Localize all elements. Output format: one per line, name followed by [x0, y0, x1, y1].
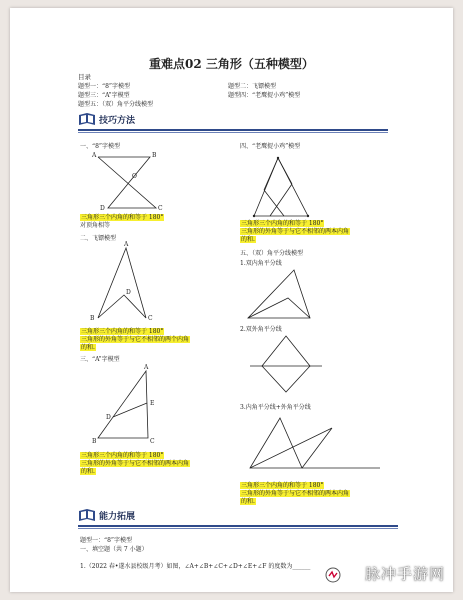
svg-text:D: D [100, 205, 105, 212]
svg-text:D: D [106, 414, 111, 421]
document-page [10, 8, 453, 592]
model-3-highlight-1: 三角形三个内角的和等于 180° [81, 452, 164, 459]
extension-type-1: 题型一：“8”字模型 [80, 537, 132, 544]
toc-item-2[interactable]: 题型二：飞镖模型 [228, 83, 277, 90]
model-2-highlight-2: 三角形的外角等于与它不相邻的两个内角 [81, 336, 190, 343]
model-5-title: 五、（双）角平分线模型 [240, 250, 304, 257]
book-icon [78, 112, 96, 126]
watermark-text: 脉冲手游网 [364, 565, 445, 583]
model-5-sub-2: 2.双外角平分线 [240, 326, 282, 333]
toc-item-1[interactable]: 题型一：“8”字模型 [78, 83, 130, 90]
model-1-highlight: 三角形三个内角的和等于 180° [81, 214, 164, 221]
svg-text:E: E [150, 400, 155, 407]
section-rule [78, 129, 388, 131]
model-4-highlight-3: 的和. [241, 236, 255, 243]
model-1-note: 对顶角相等 [80, 222, 111, 229]
model-5-highlight-1: 三角形三个内角的和等于 180° [241, 482, 324, 489]
section-rule-thin [78, 528, 398, 529]
model-1-title: 一、“8”字模型 [80, 143, 120, 150]
section-header-extension [78, 508, 135, 522]
toc-item-3[interactable]: 题型三：“A”字模型 [78, 92, 130, 99]
svg-text:B: B [152, 152, 157, 159]
model-5-highlight-2: 三角形的外角等于与它不相邻的两本内角 [241, 490, 350, 497]
section-header-skills [78, 112, 135, 126]
toc-item-4[interactable]: 题型四：“老鹰捉小鸡”模型 [228, 92, 301, 99]
figure-double-outer-bisector [240, 330, 350, 398]
model-4-title: 四、“老鹰捉小鸡”模型 [240, 143, 301, 150]
model-2-title: 二、飞镖模型 [80, 235, 117, 242]
section-title-extension: 能力拓展 [99, 511, 136, 522]
svg-text:D: D [126, 289, 131, 296]
question-1: 1.（2022 春•遂水县校级月考）如图，∠A+∠B+∠C+∠D+∠E+∠F 的度数为______ [80, 563, 311, 570]
model-5-sub-1: 1.双内角平分线 [240, 260, 282, 267]
svg-text:A: A [144, 364, 149, 371]
figure-8-model [80, 148, 200, 218]
section-rule-thin [78, 132, 388, 133]
svg-text:B: B [92, 438, 97, 445]
svg-text:A: A [124, 241, 129, 248]
svg-text:B: B [90, 315, 95, 322]
figure-double-inner-bisector [240, 264, 350, 324]
model-2-highlight-1: 三角形三个内角的和等于 180° [81, 328, 164, 335]
figure-dart-model [80, 240, 200, 330]
figure-a-model [80, 363, 200, 448]
section-rule [78, 525, 398, 527]
extension-blank-heading: 一、填空题（共 7 小题） [80, 546, 148, 553]
svg-text:A: A [92, 152, 97, 159]
svg-text:C: C [158, 205, 163, 212]
svg-text:C: C [148, 315, 153, 322]
model-2-highlight-3: 的和. [81, 344, 95, 351]
toc-item-5[interactable]: 题型五：（双）角平分线模型 [78, 101, 154, 108]
figure-eagle-model [240, 148, 360, 223]
section-title-skills: 技巧方法 [99, 115, 136, 126]
model-4-highlight-2: 三角形的外角等于与它不相邻的两本内角 [241, 228, 350, 235]
model-4-highlight-1: 三角形三个内角的和等于 180° [241, 220, 324, 227]
toc-heading: 目录 [78, 73, 91, 81]
model-3-title: 三、“A”字模型 [80, 356, 120, 363]
book-icon [78, 508, 96, 522]
watermark-logo-icon [325, 567, 341, 583]
page-title: 重难点02 三角形（五种模型） [149, 57, 314, 71]
model-3-highlight-3: 的和. [81, 468, 95, 475]
model-5-highlight-3: 的和. [241, 498, 255, 505]
model-3-highlight-2: 三角形的外角等于与它不相邻的两本内角 [81, 460, 190, 467]
figure-inner-outer-bisector [240, 410, 390, 475]
svg-text:C: C [150, 438, 155, 445]
model-5-sub-3: 3.内角平分线+外角平分线 [240, 404, 311, 411]
svg-text:O: O [132, 173, 137, 180]
